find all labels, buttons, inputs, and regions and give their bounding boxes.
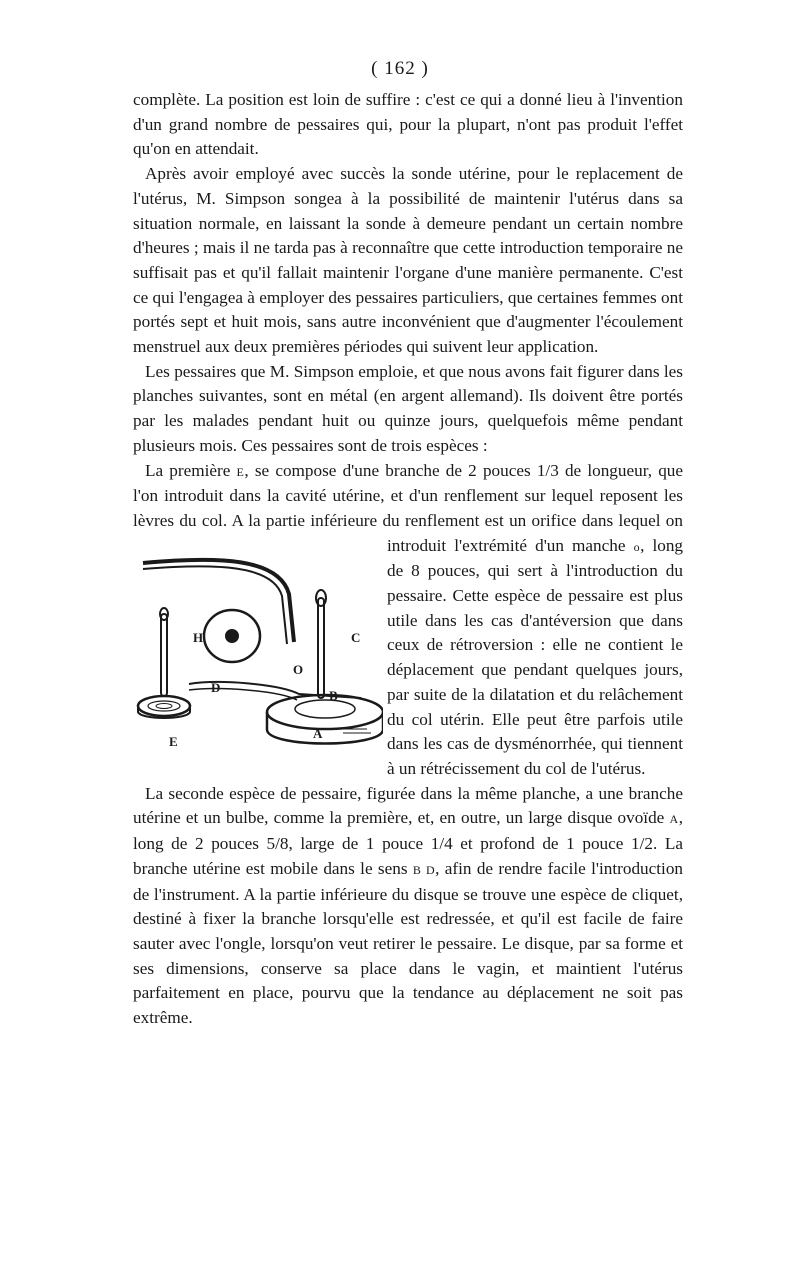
- ref-o: o: [633, 539, 641, 554]
- label-b: B: [329, 687, 338, 703]
- ref-a: A: [669, 812, 679, 827]
- paragraph-1: complète. La position est loin de suffire : c'est ce qui a donné lieu à l'invention d'un grand nombre de pessaires qui, pour la plupart, n'ont pas produit l'effet qu'on en attendait.: [133, 90, 683, 159]
- handle-rod-inner: [143, 566, 287, 644]
- ring-h-center: [226, 630, 238, 642]
- paragraph-4: [133, 459, 683, 782]
- label-o: O: [293, 661, 304, 677]
- handle-rod: [143, 559, 294, 641]
- pessary-c-stem: [318, 598, 324, 698]
- paragraph-5: [133, 782, 683, 1031]
- pessary-e-stem: [161, 614, 167, 696]
- paragraph-2: Après avoir employé avec succès la sonde utérine, pour le replacement de l'utérus, M. Simpson songea à la possibilité de maintenir l'utérus dans sa situation normale, en laissant la sonde à demeure pendant un certain nombre d'heures ; mais il ne tarda pas à reconnaître que cette introduction temporaire ne suffisait pas et qu'il fallait maintenir l'organe d'une manière permanente. C'est ce qui l'engagea à employer des pessaires particuliers, que certaines femmes ont portés sept et huit mois, sans autre inconvénient que d'augmenter l'écoulement menstruel aux deux premières périodes qui suivent leur application.: [133, 164, 684, 357]
- label-d: D: [211, 679, 221, 695]
- body-text: [133, 88, 683, 1031]
- paragraph-4-text-a: La première: [145, 460, 231, 480]
- ref-e: E: [236, 464, 245, 479]
- label-h: H: [193, 629, 204, 645]
- paragraph-5-text-c: , long de 2 pouces 5/8, large de 1 pouce 1/4 et profond de 1 pouce 1/2. La branche utérine est mobile dans le sens: [133, 808, 683, 878]
- paragraph-5-text-a: La seconde espèce de pessaire, figurée dans la même planche, a une branche utérine et un bulbe, comme la première, et, en outre, un large disque ovoïde: [133, 783, 683, 828]
- label-e: E: [169, 733, 178, 749]
- label-a: A: [313, 725, 323, 741]
- ref-bd: B D: [412, 862, 436, 877]
- page-number: ( 162 ): [371, 58, 429, 79]
- paragraph-4-text-e: , long de 8 pouces, qui sert à l'introduction du pessaire. Cette espèce de pessaire est plus utile dans les cas d'antéversion que dans ceux de rétroversion : elle ne contient le déplacement que pendant quelques jours, par suite de la dilatation et du relâchement du col utérin. Elle peut être parfois utile dans les cas de dysménorrhée, qui tiennent à un rétrécissement du col de l'utérus.: [387, 535, 684, 778]
- pessary-figure: [129, 534, 383, 758]
- pessary-e-disk: [138, 696, 190, 716]
- paragraph-5-text-e: , afin de rendre facile l'introduction de l'instrument. A la partie inférieure du disque se trouve une espèce de cliquet, destiné à fixer la branche lorsqu'elle est redressée, et qu'il est facile de faire sauter avec l'ongle, lorsqu'on veut retirer le pessaire. Le disque, par sa forme et ses dimensions, conserve sa place dans le vagin, et maintient l'utérus parfaitement en place, pourvu que la tendance au déplacement ne soit pas extrême.: [133, 858, 684, 1028]
- paragraph-4-text-c: , se compose d'une branche de 2 pouces 1/3 de longueur, que l'on introduit dans la cavité utérine, et d'un renflement sur lequel reposent les lèvres du col. A la partie inférieure du renflement est un orifice dans lequel on introduit l'extrémité d'un manche: [133, 460, 684, 555]
- paragraph-3: Les pessaires que M. Simpson emploie, et que nous avons fait figurer dans les planches suivantes, sont en métal (en argent allemand). Ils doivent être portés par les malades pendant huit ou quinze jours, quelquefois même pendant plusieurs mois. Ces pessaires sont de trois espèces :: [133, 361, 683, 455]
- label-c: C: [351, 629, 361, 645]
